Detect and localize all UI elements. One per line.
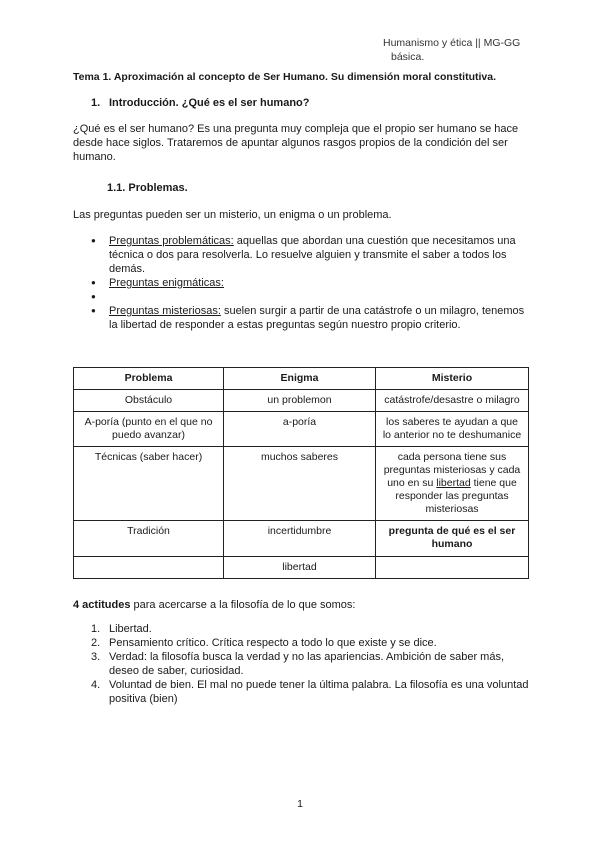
column-header: Misterio	[376, 368, 529, 390]
cell-text: tiene que responder las preguntas misteriosas	[395, 477, 517, 515]
list-spacer	[91, 290, 533, 304]
table-cell: muchos saberes	[224, 447, 376, 521]
cell-text-underlined: libertad	[436, 477, 471, 489]
table-cell: A-poría (punto en el que no puedo avanzar)	[74, 412, 224, 447]
list-text: Libertad.	[109, 623, 152, 635]
list-item	[91, 650, 533, 678]
list-text: Pensamiento crítico. Crítica respecto a todo lo que existe y se dice.	[109, 637, 437, 649]
table-cell: a-poría	[224, 412, 376, 447]
list-item	[91, 304, 533, 332]
table-row	[74, 412, 529, 447]
header-line-2: básica.	[391, 51, 425, 63]
page-number: 1	[297, 798, 303, 810]
lead-paragraph: Las preguntas pueden ser un misterio, un enigma o un problema.	[73, 209, 392, 221]
column-header: Enigma	[224, 368, 376, 390]
list-text: Voluntad de bien. El mal no puede tener la última palabra. La filosofía es una voluntad positiva (bien)	[109, 679, 529, 705]
table-cell: pregunta de qué es el ser humano	[376, 521, 529, 557]
bullet-term: Preguntas misteriosas:	[109, 305, 221, 317]
section-title: Introducción. ¿Qué es el ser humano?	[109, 97, 310, 109]
bullet-text: aquellas que abordan una cuestión que necesitamos una técnica o dos para resolverla. Lo resuelve alguien y transmite el saber a todos los demás.	[109, 235, 516, 275]
attitudes-rest: para acercarse a la filosofía de lo que somos:	[130, 599, 356, 611]
table-row	[74, 557, 529, 579]
table-cell: incertidumbre	[224, 521, 376, 557]
attitudes-intro	[73, 598, 533, 612]
section-number: 1.	[91, 97, 101, 109]
table-row	[74, 521, 529, 557]
document-title: Tema 1. Aproximación al concepto de Ser Humano. Su dimensión moral constitutiva.	[73, 71, 497, 83]
table-cell: catástrofe/desastre o milagro	[376, 390, 529, 412]
list-item	[91, 636, 533, 650]
table-cell: Tradición	[74, 521, 224, 557]
header-line-1: Humanismo y ética || MG-GG	[383, 37, 521, 49]
section-heading	[91, 96, 533, 110]
list-number: 3.	[91, 651, 101, 663]
question-types-list	[73, 234, 533, 332]
page-header	[383, 36, 573, 64]
document-body	[73, 70, 533, 706]
subsection-heading: 1.1. Problemas.	[107, 182, 188, 194]
list-number: 2.	[91, 637, 101, 649]
table-cell	[74, 557, 224, 579]
bullet-term: Preguntas enigmáticas:	[109, 277, 224, 289]
table-row	[74, 390, 529, 412]
table-cell: un problemon	[224, 390, 376, 412]
cell-text: cada persona tiene sus preguntas misteriosas y cada uno en su	[383, 451, 521, 489]
table-cell: Obstáculo	[74, 390, 224, 412]
list-item	[91, 234, 533, 276]
bullet-text: suelen surgir a partir de una catástrofe o un milagro, tenemos la libertad de responder a estas preguntas según nuestro propio criterio.	[109, 305, 525, 331]
attitudes-list	[73, 622, 533, 706]
table-header-row	[74, 368, 529, 390]
list-text: Verdad: la filosofía busca la verdad y no las apariencias. Ambición de saber más, deseo de saber, curiosidad.	[109, 651, 505, 677]
column-header: Problema	[74, 368, 224, 390]
table-cell: Técnicas (saber hacer)	[74, 447, 224, 521]
table-cell	[376, 557, 529, 579]
bullet-term: Preguntas problemáticas:	[109, 235, 234, 247]
table-cell: los saberes te ayudan a que lo anterior no te deshumanice	[376, 412, 529, 447]
list-number: 1.	[91, 623, 101, 635]
attitudes-bold: 4 actitudes	[73, 599, 131, 611]
table-cell	[376, 447, 529, 521]
list-item	[91, 622, 533, 636]
table-row	[74, 447, 529, 521]
list-item	[91, 276, 533, 290]
table-cell: libertad	[224, 557, 376, 579]
list-number: 4.	[91, 679, 101, 691]
comparison-table	[73, 367, 529, 579]
list-item	[91, 678, 533, 706]
intro-paragraph: ¿Qué es el ser humano? Es una pregunta muy compleja que el propio ser humano se hace desde hace siglos. Trataremos de apuntar algunos rasgos propios de la condición del ser humano.	[73, 123, 519, 163]
